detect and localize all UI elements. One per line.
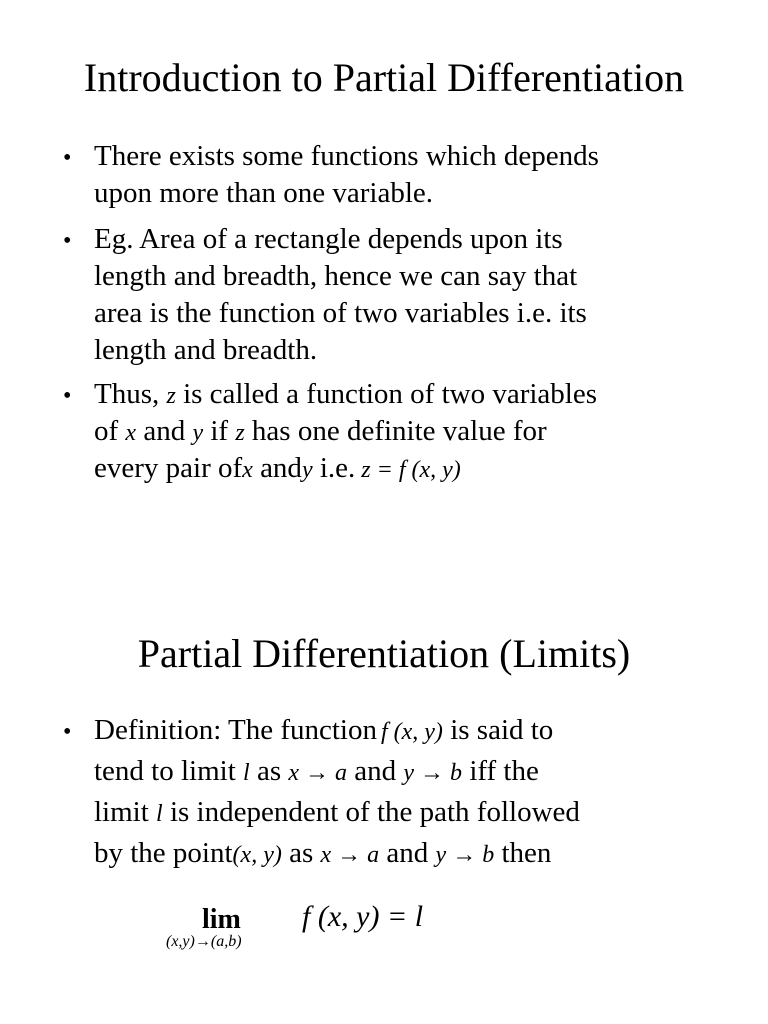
function-equation: z = f (x, y) [361,457,461,483]
x-to-a: x → a [288,760,348,786]
bullet-4-marker: • [63,719,72,745]
var-x: x [125,420,137,446]
lim-operator: lim [202,904,241,935]
bullet-3-line-2: of x and y if z has one definite value for [94,415,547,447]
y-to-b: y → b [435,842,495,868]
y-to-b: y → b [403,760,463,786]
bullet-1-marker: • [63,145,72,171]
definition-line-2: tend to limit l as x → a and y → b iff the [94,755,539,787]
var-z: z [235,420,245,446]
var-z: z [166,383,176,409]
bullet-3-line-3: every pair ofx andy i.e. z = f (x, y) [94,452,461,484]
var-x: x [242,457,253,483]
slide-2-title: Partial Differentiation (Limits) [137,631,631,676]
lim-expression: f (x, y) = l [302,900,424,933]
lim-subscript: (x,y)→(a,b) [166,933,242,950]
var-l: l [243,760,250,786]
bullet-2-line-3: area is the function of two variables i.e. its [94,297,587,329]
bullet-3-marker: • [63,383,72,409]
bullet-2-line-1: Eg. Area of a rectangle depends upon its [94,223,563,255]
function-fxy: f (x, y) [380,719,443,745]
var-y: y [301,457,313,483]
bullet-1-line-1: There exists some functions which depends [94,140,599,172]
bullet-3-line-1: Thus, z is called a function of two variables [94,378,598,410]
definition-line-3: limit l is independent of the path followed [94,796,580,828]
bullet-2-line-4: length and breadth. [94,334,318,366]
definition-line-4: by the point(x, y) as x → a and y → b then [94,837,552,869]
var-l: l [156,801,163,827]
slide-1-title: Introduction to Partial Differentiation [83,55,685,100]
bullet-2-marker: • [63,228,72,254]
bullet-2-line-2: length and breadth, hence we can say that [94,260,578,292]
bullet-1-line-2: upon more than one variable. [94,177,434,209]
var-y: y [192,420,204,446]
point-xy: (x, y) [232,842,282,868]
x-to-a: x → a [320,842,380,868]
definition-line-1: Definition: The function f (x, y) is said to [94,714,554,746]
